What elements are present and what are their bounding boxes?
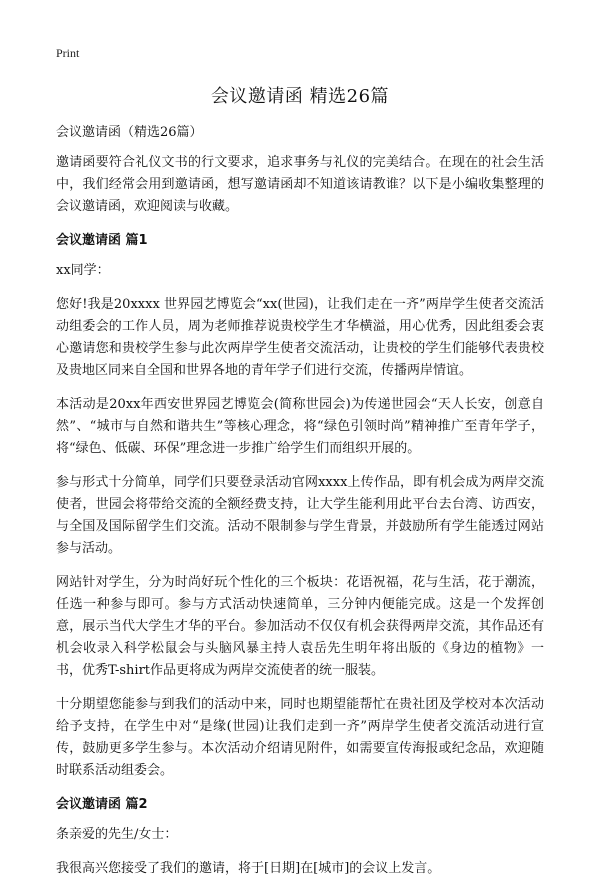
section-heading-1: 会议邀请函 篇1 — [56, 233, 148, 248]
print-link[interactable]: Print — [56, 46, 80, 60]
document-body — [56, 122, 544, 892]
section2-paragraph: 我很高兴您接受了我们的邀请，将于[日期]在[城市]的会议上发言。 — [56, 861, 441, 876]
section1-paragraph: 参与形式十分简单，同学们只要登录活动官网xxxx上传作品，即有机会成为两岸交流使者，世园会将带给交流的全额经费支持，让大学生能利用此平台去台湾、访西安，与全国及国际留学生们交流。活动不限制参与学生背景，并鼓励所有学生能透过网站参与活动。 — [56, 475, 544, 556]
section1-paragraph: 您好!我是20xxxx 世界园艺博览会“xx(世园)，让我们走在一齐”两岸学生使者交流活动组委会的工作人员，周为老师推荐说贵校学生才华横溢，用心优秀，因此组委会衷心邀请您和贵校学生参与此次两岸学生使者交流活动，让贵校的学生们能够代表贵校及贵地区同来自全国和世界各地的青年学子们进行交流，传播两岸情谊。 — [56, 297, 544, 378]
section2-greeting: 条亲爱的先生/女士： — [56, 827, 178, 842]
page-title: 会议邀请函 精选26篇 — [210, 86, 390, 107]
section1-greeting: xx同学： — [56, 263, 110, 278]
section-heading-2: 会议邀请函 篇2 — [56, 797, 148, 812]
section1-paragraph: 本活动是20xx年西安世界园艺博览会(简称世园会)为传递世园会“天人长安，创意自然”、“城市与自然和谐共生”等核心理念，将“绿色引领时尚”精神推广至青年学子，将“绿色、低碳、环保”理念进一步推广给学生们而组织开展的。 — [56, 397, 544, 456]
section1-paragraph: 网站针对学生，分为时尚好玩个性化的三个板块：花语祝福，花与生活，花于潮流，任选一种参与即可。参与方式活动快速简单，三分钟内便能完成。这是一个发挥创意，展示当代大学生才华的平台。参加活动不仅仅有机会获得两岸交流，其作品还有机会收录入科学松鼠会与头脑风暴主持人袁岳先生明年将出版的《身边的植物》一书，优秀T-shirt作品更将成为两岸交流使者的统一服装。 — [56, 575, 544, 678]
section1-paragraph: 十分期望您能参与到我们的活动中来，同时也期望能帮忙在贵社团及学校对本次活动给予支持，在学生中对“是缘(世园)让我们走到一齐”两岸学生使者交流活动进行宣传，鼓励更多学生参与。本次活动介绍请见附件，如需要宣传海报或纪念品，欢迎随时联系活动组委会。 — [56, 697, 544, 778]
intro-paragraph: 邀请函要符合礼仪文书的行文要求，追求事务与礼仪的完美结合。在现在的社会生活中，我们经常会用到邀请函，想写邀请函却不知道该请教谁？以下是小编收集整理的会议邀请函，欢迎阅读与收藏。 — [56, 155, 544, 214]
document-subtitle: 会议邀请函（精选26篇） — [56, 125, 203, 140]
